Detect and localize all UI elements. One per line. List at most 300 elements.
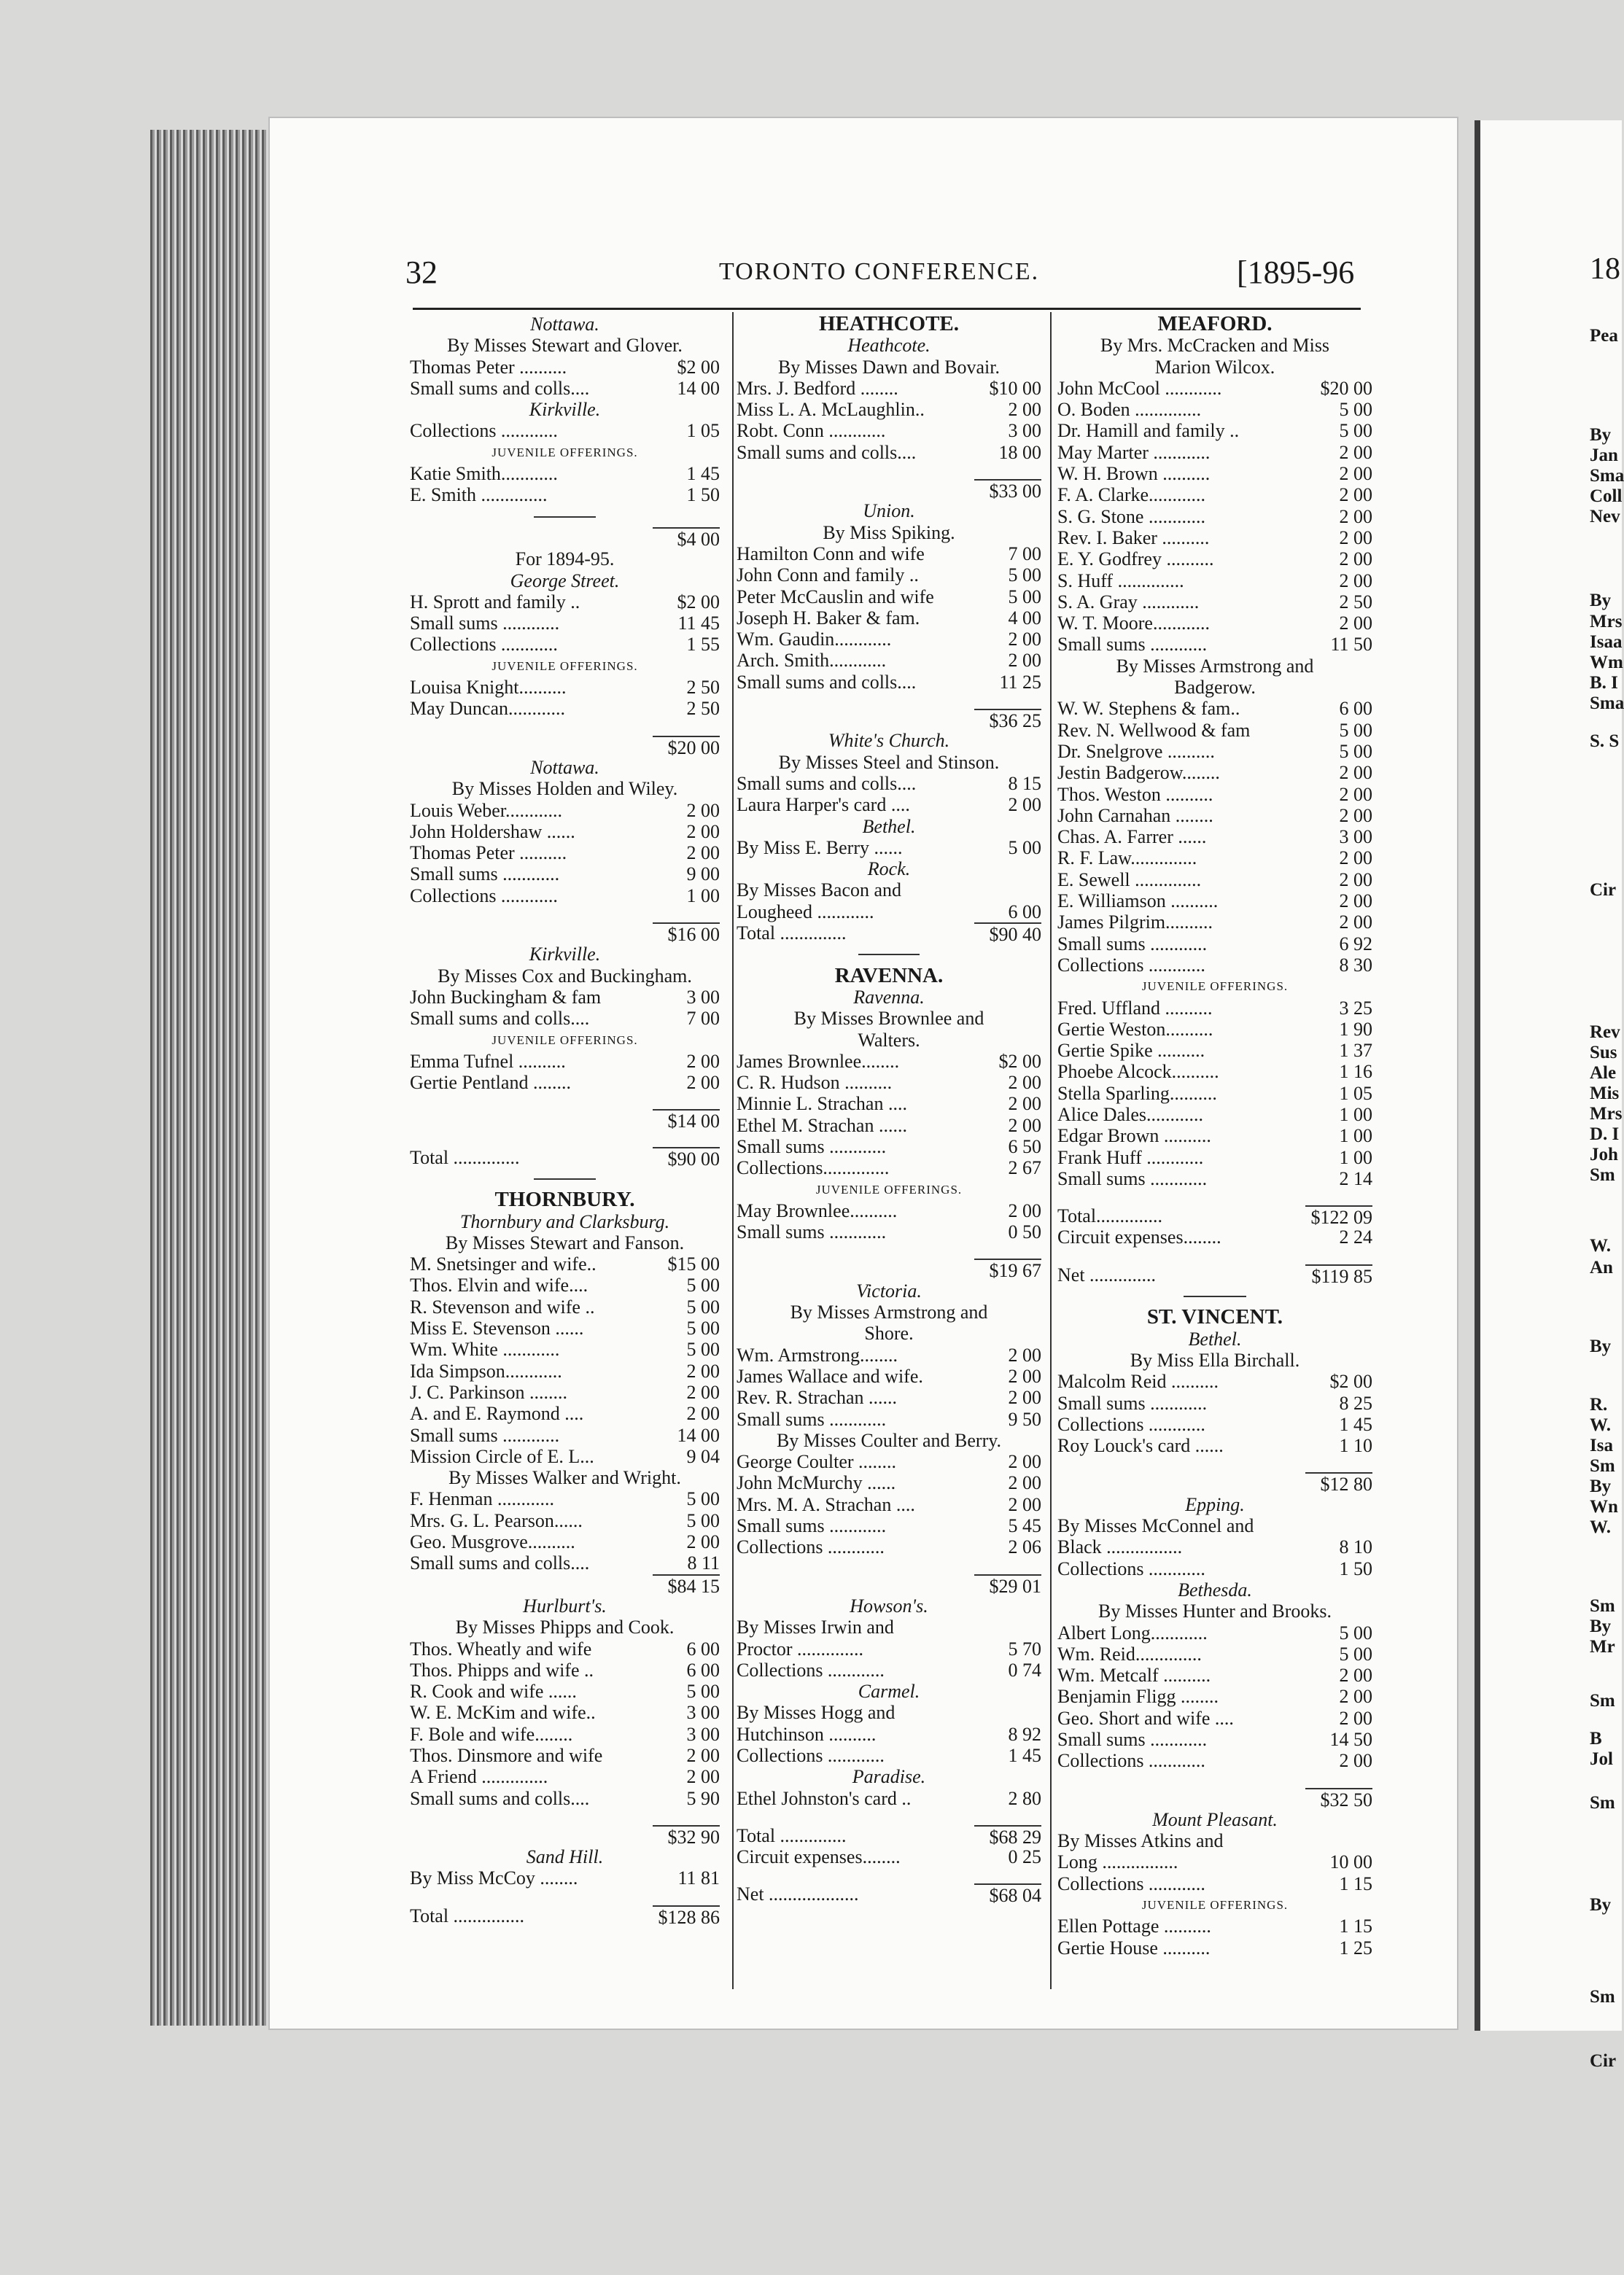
appointment-heading: George Street. [510,569,620,591]
subtotal-row [410,1147,720,1168]
subtotal-row [1057,1264,1372,1286]
section-divider [737,944,1041,965]
entry-name: Long ................ [1057,1851,1178,1873]
entry-row [1057,378,1372,399]
entry-amount: 5 00 [1339,1622,1372,1644]
entry-name: Geo. Short and wife .... [1057,1707,1234,1729]
entry-amount: $84 15 [653,1574,720,1595]
entry-name: Proctor .............. [737,1638,864,1660]
entry-amount: $90 00 [653,1147,720,1168]
header-rule [413,308,1361,310]
entry-name: James Brownlee........ [737,1050,900,1072]
entry-amount: 3 00 [686,1723,720,1745]
entry-name: Circuit expenses........ [737,1846,901,1868]
entry-row [1057,506,1372,527]
entry-amount: $19 67 [974,1259,1041,1280]
entry-row [737,837,1041,858]
entry-row [1057,570,1372,591]
facing-page-text: By [1590,1477,1612,1496]
entry-amount [1305,1515,1372,1536]
entry-row [737,1115,1041,1136]
entry-amount: 2 00 [1339,847,1372,869]
appointment-heading: Howson's. [850,1595,928,1617]
entry-name: Gertie House .......... [1057,1937,1211,1959]
entry-name: Mrs. J. Bedford ........ [737,377,898,399]
entry-amount: $10 00 [989,377,1041,399]
entry-row [410,484,720,505]
entry-row [1057,1750,1372,1771]
facing-page-text: Sm [1590,1596,1615,1616]
entry-name: Rev. I. Baker .......... [1057,526,1210,548]
collectors-line: By Misses Holden and Wiley. [451,778,678,800]
entry-amount: 1 50 [686,484,720,506]
spacer [410,1093,720,1109]
entry-amount: 2 00 [686,1745,720,1766]
running-title: TORONTO CONFERENCE. [719,258,1040,285]
entry-name: Ethel Johnston's card .. [737,1787,912,1809]
entry-name: Collections ............ [410,884,558,906]
entry-amount [974,1702,1041,1723]
entry-name: S. A. Gray ............ [1057,591,1200,612]
facing-page-text: Jan [1590,446,1618,465]
entry-amount: 0 25 [1008,1846,1041,1868]
collectors-line: By Miss Ella Birchall. [1130,1349,1300,1371]
entry-row [1057,847,1372,868]
entry-amount: 8 11 [687,1552,720,1574]
subtotal-row [1057,1472,1372,1496]
entry-name [737,1574,974,1595]
entry-row [1057,1708,1372,1729]
entry-name: Thos. Phipps and wife .. [410,1659,594,1681]
appointment-heading: Bethel. [862,815,916,837]
collectors-line: Badgerow. [1174,677,1256,699]
entry-name [410,1109,653,1130]
entry-amount: $15 00 [667,1253,720,1275]
entry-amount: 5 45 [1008,1515,1041,1537]
spacer [737,463,1041,479]
entry-amount: $122 09 [1305,1205,1372,1226]
entry-row [1057,1061,1372,1082]
column-2 [737,314,1041,1905]
entry-row [737,1072,1041,1093]
facing-page-text: Isa [1590,1436,1613,1455]
entry-row [1057,998,1372,1019]
entry-amount: 2 00 [686,1766,720,1788]
entry-amount: $14 00 [653,1109,720,1130]
entry-row [737,901,1041,922]
entry-name: Benjamin Fligg ........ [1057,1686,1219,1708]
page-header [405,254,1368,295]
entry-name: Roy Louck's card ...... [1057,1435,1224,1457]
entry-name: Small sums and colls.... [410,1787,590,1809]
entry-amount: 2 00 [1339,783,1372,805]
entry-amount: 2 00 [686,1072,720,1094]
entry-amount: 2 00 [1339,804,1372,826]
entry-row [410,1361,720,1382]
entry-name: Thomas Peter .......... [410,842,567,864]
entry-row [737,1515,1041,1536]
circuit-heading: RAVENNA. [834,963,944,987]
entry-row [410,1766,720,1787]
entry-amount: 7 00 [1008,542,1041,564]
entry-name: Hutchinson .......... [737,1723,877,1745]
entry-amount: 2 00 [1008,1093,1041,1115]
entry-name: Small sums ............ [737,1135,887,1157]
appointment-heading: Epping. [1185,1493,1245,1515]
entry-row [410,1051,720,1072]
spacer [410,1131,720,1147]
column-rule-1 [732,312,734,1989]
spacer [737,1867,1041,1883]
entry-name: Dr. Hamill and family .. [1057,420,1240,442]
entry-name: Robt. Conn ............ [737,420,886,442]
juvenile-offerings-label: JUVENILE OFFERINGS. [1141,1898,1289,1913]
entry-row [410,800,720,821]
spacer [1057,1248,1372,1264]
facing-page-text: 18 [1590,252,1620,286]
entry-row [1057,784,1372,805]
appointment-heading: Carmel. [858,1681,920,1703]
appointment-heading: Kirkville. [529,944,601,965]
entry-name: Collections ............ [1057,1872,1205,1894]
collectors-line: By Misses Stewart and Glover. [447,335,683,357]
entry-amount: 2 00 [1339,441,1372,463]
entry-row [410,1660,720,1681]
entry-name: Collections ............ [1057,1750,1205,1772]
subtotal-row [1057,1788,1372,1809]
entry-amount: 14 00 [677,1424,720,1446]
entry-row [737,1221,1041,1242]
entry-amount: 1 10 [1339,1435,1372,1457]
entry-row [1057,741,1372,762]
entry-amount: 8 15 [1008,772,1041,794]
entry-row [737,879,1041,901]
entry-row [737,773,1041,794]
subtotal-row [737,709,1041,730]
entry-amount: 3 00 [686,1702,720,1724]
entry-amount: 2 00 [1339,612,1372,634]
entry-row [1057,1937,1372,1959]
collectors-line: By Misses Armstrong and [790,1302,988,1323]
circuit-heading: ST. VINCENT. [1146,1305,1283,1329]
facing-page-text: W. [1590,1517,1611,1537]
circuit-heading: MEAFORD. [1157,312,1273,335]
subtotal-row [410,1109,720,1130]
appointment-heading: Sand Hill. [526,1846,604,1868]
entry-name: Louis Weber............ [410,799,563,821]
entry-amount: 14 00 [677,377,720,399]
entry-name: Arch. Smith............ [737,650,887,672]
entry-amount: 2 00 [1008,1451,1041,1473]
facing-page-text: Coll [1590,486,1623,506]
entry-name: Gertie Pentland ........ [410,1072,571,1094]
entry-amount: $68 04 [974,1883,1041,1905]
entry-name: C. R. Hudson .......... [737,1072,893,1094]
entry-name: Small sums ............ [1057,1167,1208,1189]
entry-amount: 2 00 [1008,399,1041,421]
entry-amount: 5 00 [686,1339,720,1361]
facing-page-text: Ale [1590,1063,1617,1083]
entry-name: Miss E. Stevenson ...... [410,1318,584,1339]
entry-row [410,1072,720,1093]
entry-amount: $119 85 [1305,1264,1372,1286]
entry-name: Small sums and colls.... [410,377,590,399]
entry-row [1057,1916,1372,1937]
collectors-line: For 1894-95. [515,548,615,570]
entry-row [737,1200,1041,1221]
entry-name: Thos. Weston .......... [1057,783,1213,805]
entry-row [1057,484,1372,505]
entry-amount: 1 16 [1339,1061,1372,1083]
circuit-heading: HEATHCOTE. [818,312,960,335]
entry-name: Total.............. [1057,1205,1163,1227]
entry-amount: $12 80 [1305,1472,1372,1493]
entry-name: F. A. Clarke............ [1057,484,1206,506]
entry-row [1057,1371,1372,1392]
facing-page-text: R. [1590,1395,1608,1415]
entry-name: Minnie L. Strachan .... [737,1093,907,1115]
entry-amount [1305,1830,1372,1851]
entry-name: Collections ............ [737,1745,885,1766]
entry-name: By Miss McCoy ........ [410,1867,578,1889]
spacer [737,693,1041,709]
entry-amount: 2 00 [1339,548,1372,570]
collectors-line: Shore. [864,1323,914,1345]
entry-name: Alice Dales............ [1057,1103,1204,1125]
spacer [737,1242,1041,1259]
entry-amount: 2 00 [686,1403,720,1425]
appointment-heading: Hurlburt's. [523,1595,607,1617]
entry-amount: 2 00 [1339,1686,1372,1708]
entry-amount: 5 00 [686,1275,720,1296]
entry-name: Jestin Badgerow........ [1057,762,1220,784]
entry-name: Chas. A. Farrer ...... [1057,826,1207,848]
entry-amount: 1 45 [1008,1745,1041,1766]
entry-row [410,1531,720,1552]
entry-amount: 3 00 [1339,826,1372,848]
entry-amount: 2 00 [1339,505,1372,527]
entry-name: R. Cook and wife ...... [410,1681,577,1703]
entry-amount: 1 15 [1339,1916,1372,1937]
entry-name: Circuit expenses........ [1057,1226,1221,1248]
entry-row [410,1296,720,1318]
facing-page-text: W. [1590,1236,1611,1256]
entry-amount: 0 74 [1008,1659,1041,1681]
entry-amount: 1 45 [1339,1413,1372,1435]
entry-row [410,420,720,441]
facing-page-text: Mrs [1590,612,1623,631]
entry-row [1057,720,1372,741]
appointment-heading: Nottawa. [530,314,599,335]
entry-name: Small sums ............ [410,612,560,634]
entry-name: Hamilton Conn and wife [737,542,925,564]
entry-name: James Pilgrim.......... [1057,911,1213,933]
entry-row [1057,612,1372,634]
entry-name: Thos. Elvin and wife.... [410,1275,588,1296]
entry-amount: 2 00 [1008,1387,1041,1409]
entry-row [1057,591,1372,612]
entry-amount: 5 90 [686,1787,720,1809]
entry-name: Rev. N. Wellwood & fam [1057,719,1251,741]
page-number: 32 [405,254,438,290]
entry-row [1057,527,1372,548]
entry-amount: 8 92 [1008,1723,1041,1745]
entry-row [1057,826,1372,847]
collectors-line: By Misses Phipps and Cook. [455,1617,675,1638]
entry-amount: 2 00 [1339,526,1372,548]
entry-name: F. Bole and wife........ [410,1723,573,1745]
entry-amount [974,1617,1041,1638]
entry-name: A Friend .............. [410,1766,548,1788]
entry-name: May Brownlee.......... [737,1199,898,1221]
spacer [410,1889,720,1905]
entry-name: Albert Long............ [1057,1622,1208,1644]
collectors-line: Marion Wilcox. [1154,356,1275,378]
entry-name: Rev. R. Strachan ...... [737,1387,897,1409]
appointment-heading: Paradise. [852,1766,926,1788]
entry-amount: $68 29 [974,1825,1041,1846]
entry-amount: 11 50 [1330,634,1372,656]
column-rule-2 [1050,312,1052,1989]
appointment-heading: Union. [863,500,915,522]
entry-amount: 4 00 [1008,607,1041,629]
collectors-line: By Misses Coulter and Berry. [776,1429,1002,1451]
facing-page-text: Sm [1590,1456,1615,1476]
entry-row [1057,1729,1372,1750]
entry-row [737,586,1041,607]
entry-name: Small sums ............ [1057,933,1208,954]
facing-page-text: Wm [1590,653,1623,672]
spacer [1057,1772,1372,1788]
entry-name: Laura Harper's card .... [737,794,910,816]
entry-amount: 2 00 [1008,794,1041,816]
entry-name: May Marter ............ [1057,441,1211,463]
entry-name: Total .............. [410,1146,520,1168]
juvenile-offerings-label: JUVENILE OFFERINGS. [815,1182,963,1197]
juvenile-offerings-label: JUVENILE OFFERINGS. [1141,979,1289,994]
entry-amount: 2 00 [1008,1114,1041,1136]
entry-name: Wm. Metcalf .......... [1057,1665,1211,1687]
facing-page-text: Joh [1590,1145,1618,1164]
entry-name [1057,1788,1305,1809]
collectors-line: By Misses Stewart and Fanson. [445,1232,685,1253]
entry-amount: 2 00 [1008,1472,1041,1494]
entry-name [737,1259,974,1280]
subtotal-row [410,736,720,757]
entry-name: Collections ............ [1057,954,1205,976]
facing-page-text: Cir [1590,2051,1617,2071]
entry-row [410,677,720,698]
subtotal-row [1057,1205,1372,1229]
entry-amount: $2 00 [1329,1371,1372,1393]
entry-name: Net .............. [1057,1264,1157,1286]
entry-amount: 2 00 [1008,1199,1041,1221]
entry-amount: 1 90 [1339,1018,1372,1040]
entry-name: R. Stevenson and wife .. [410,1296,595,1318]
entry-row [737,1093,1041,1114]
entry-row [737,1387,1041,1408]
entry-amount: 6 92 [1339,933,1372,954]
entry-row [1057,1558,1372,1579]
entry-row [737,1136,1041,1157]
subtotal-row [737,922,1041,944]
spacer [737,1809,1041,1825]
entry-amount: 3 00 [686,986,720,1008]
entry-row [410,1552,720,1574]
entry-amount: 2 00 [1339,868,1372,890]
entry-name [737,479,974,500]
entry-amount: 2 00 [1339,762,1372,784]
entry-amount: $36 25 [974,709,1041,730]
entry-amount: 11 25 [999,671,1041,693]
entry-row [1057,1040,1372,1061]
entry-amount: 6 00 [1339,698,1372,720]
entry-amount: 1 05 [1339,1082,1372,1104]
facing-page-text: Sus [1590,1043,1617,1062]
entry-name: Small sums ............ [410,1424,560,1446]
entry-amount: 2 24 [1339,1226,1372,1248]
appointment-heading: White's Church. [828,730,950,752]
entry-name: Mrs. M. A. Strachan .... [737,1493,915,1515]
entry-amount: 8 30 [1339,954,1372,976]
entry-name: John McMurchy ...... [737,1472,896,1494]
entry-name: Thomas Peter .......... [410,356,567,378]
entry-amount: 2 00 [1339,484,1372,506]
entry-name: E. Williamson .......... [1057,890,1219,912]
entry-row [737,1051,1041,1072]
facing-page-text: By [1590,1895,1612,1915]
entry-amount: 2 50 [686,677,720,699]
entry-row [737,1745,1041,1766]
entry-amount: 5 00 [1008,586,1041,607]
entry-amount: 9 00 [686,863,720,885]
entry-row [410,1788,720,1809]
entry-name: Katie Smith............ [410,463,558,485]
entry-row [410,1275,720,1296]
appointment-heading: Heathcote. [847,335,931,357]
entry-amount: $20 00 [653,736,720,757]
entry-name: Total ............... [410,1905,525,1926]
entry-name: Lougheed ............ [737,901,874,922]
collectors-line: By Misses Brownlee and [793,1008,984,1030]
subtotal-row [737,1825,1041,1846]
entry-name: Small sums ............ [1057,1729,1208,1750]
entry-name: Collections ............ [1057,1558,1205,1579]
entry-row [410,987,720,1008]
spacer [410,1809,720,1825]
collectors-line: By Miss Spiking. [823,521,955,543]
entry-name: Total .............. [737,922,847,944]
appointment-heading: Kirkville. [529,399,601,421]
entry-name: Emma Tufnel .......... [410,1050,566,1072]
entry-row [737,442,1041,463]
column-1 [410,314,720,1926]
entry-name: Miss L. A. McLaughlin.. [737,399,925,421]
entry-row [1057,548,1372,569]
entry-row [410,634,720,655]
entry-row [737,650,1041,671]
entry-amount: 7 00 [686,1008,720,1030]
entry-row [1057,1435,1372,1456]
entry-amount: 2 00 [686,820,720,842]
subtotal-row [737,1574,1041,1595]
entry-name: Joseph H. Baker & fam. [737,607,920,629]
facing-page-text: Sma [1590,693,1624,713]
spacer [737,1558,1041,1574]
entry-amount: $32 50 [1305,1788,1372,1809]
column-3 [1057,314,1372,1959]
entry-amount: 2 00 [1008,1365,1041,1387]
